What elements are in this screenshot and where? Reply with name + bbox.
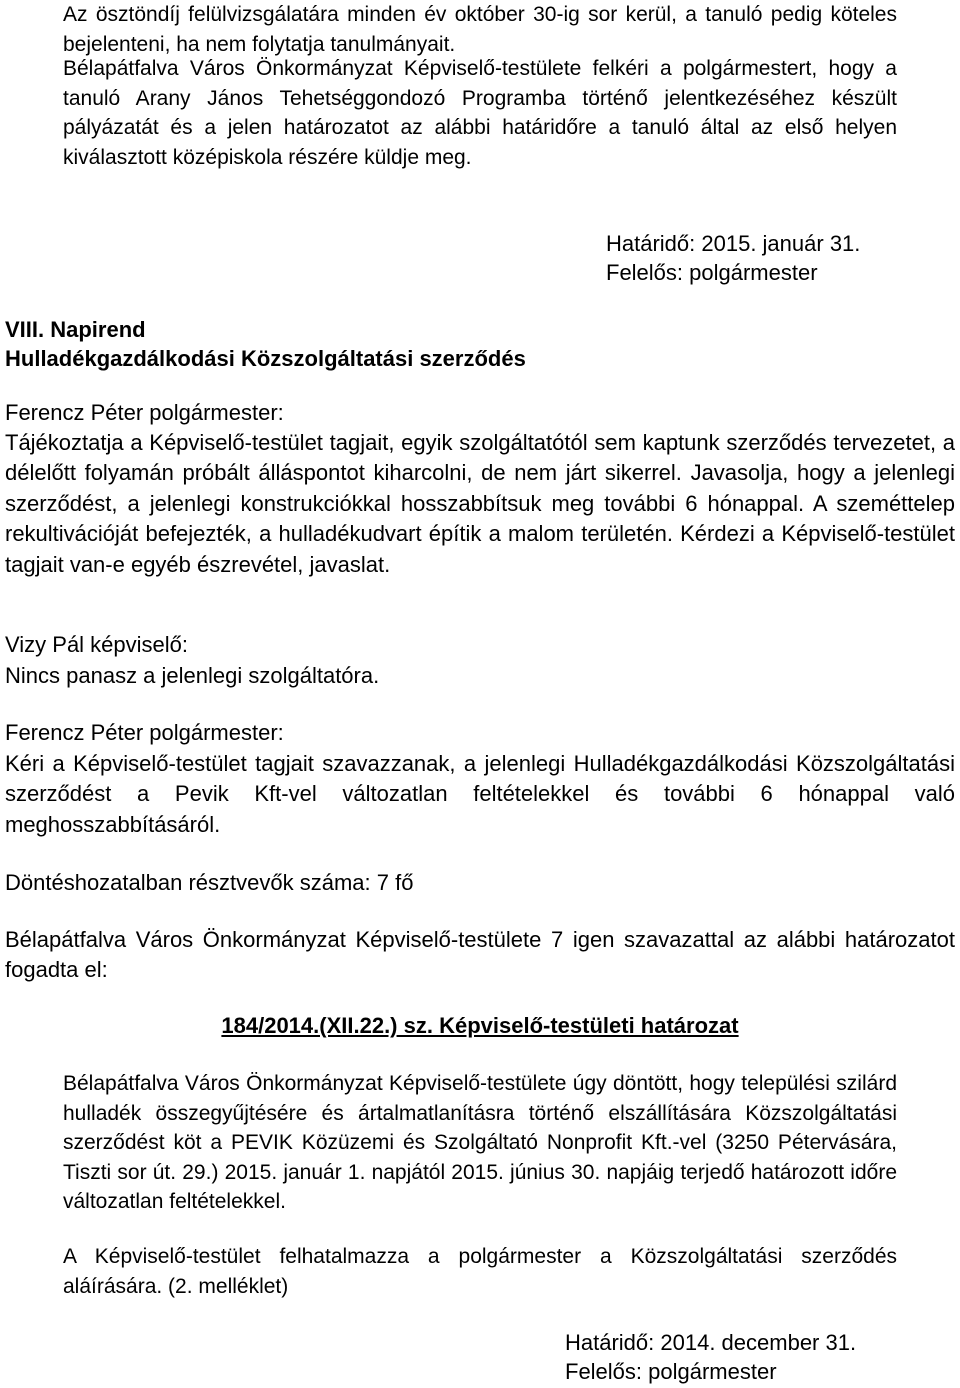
deadline-2: Határidő: 2014. december 31.	[565, 1330, 857, 1355]
scholarship-review-paragraph: Az ösztöndíj felülvizsgálatára minden év október 30-ig sor kerül, a tanuló pedig köteles bejelenteni, ha nem folytatja tanulmányait.	[63, 3, 897, 56]
vote-result: Bélapátfalva Város Önkormányzat Képviselő-testülete 7 igen szavazattal az alábbi határozatot fogadta el:	[5, 927, 955, 983]
speech-text: Nincs panasz a jelenlegi szolgáltatóra.	[5, 663, 380, 688]
agenda-number: VIII. Napirend	[5, 317, 146, 342]
participants-count: Döntéshozatalban résztvevők száma: 7 fő	[5, 870, 414, 895]
resolution-decision: Bélapátfalva Város Önkormányzat Képviselő-testülete úgy döntött, hogy települési szilárd hulladék összegyűjtésére és ártalmatlanításra történő elszállítására Közszolgáltatási szerződést köt a PEVIK Közüzemi és Szolgáltató Nonprofit Kft.-vel (3250 Pétervására, Tiszti sor út. 29.) 2015. január 1. napjától 2015. június 30. napjáig terjedő határozott időre változatlan feltételekkel.	[63, 1072, 897, 1214]
speaker-label: Vizy Pál képviselő:	[5, 632, 189, 657]
responsible-2: Felelős: polgármester	[565, 1359, 777, 1384]
scholarship-request-paragraph: Bélapátfalva Város Önkormányzat Képviselő-testülete felkéri a polgármestert, hogy a tanuló Arany János Tehetséggondozó Programba történő jelentkezéséhez készült pályázatát és a jelen határozatot az alábbi határidőre a tanuló által az első helyen kiválasztott középiskola részére küldje meg.	[63, 57, 897, 169]
speaker-label: Ferencz Péter polgármester:	[5, 720, 284, 745]
responsible-1: Felelős: polgármester	[606, 260, 818, 285]
speech-text: Tájékoztatja a Képviselő-testület tagjait, egyik szolgáltatótól sem kaptunk szerződés tervezetet, a délelőtt folyamán próbált álláspontot kiharcolni, de nem járt sikerrel. Javasolja, hogy a jelenlegi szerződést, a jelenlegi konstrukciókkal hosszabbítsuk meg további 6 hónappal. A szeméttelep rekultivációját befejezték, a hulladékudvart építik a malom területén. Kérdezi a Képviselő-testület tagjait van-e egyéb észrevétel, javaslat.	[5, 430, 955, 577]
resolution-authorization: A Képviselő-testület felhatalmazza a polgármester a Közszolgáltatási szerződés aláírására. (2. melléklet)	[63, 1245, 897, 1298]
speaker-label: Ferencz Péter polgármester:	[5, 400, 284, 425]
speech-text: Kéri a Képviselő-testület tagjait szavazzanak, a jelenlegi Hulladékgazdálkodási Közszolgáltatási szerződést a Pevik Kft-vel változatlan feltételekkel és további 6 hónappal való meghosszabbításáról.	[5, 751, 955, 837]
resolution-title: 184/2014.(XII.22.) sz. Képviselő-testületi határozat	[221, 1013, 739, 1038]
deadline-1: Határidő: 2015. január 31.	[606, 231, 861, 256]
agenda-title: Hulladékgazdálkodási Közszolgáltatási szerződés	[5, 346, 526, 371]
